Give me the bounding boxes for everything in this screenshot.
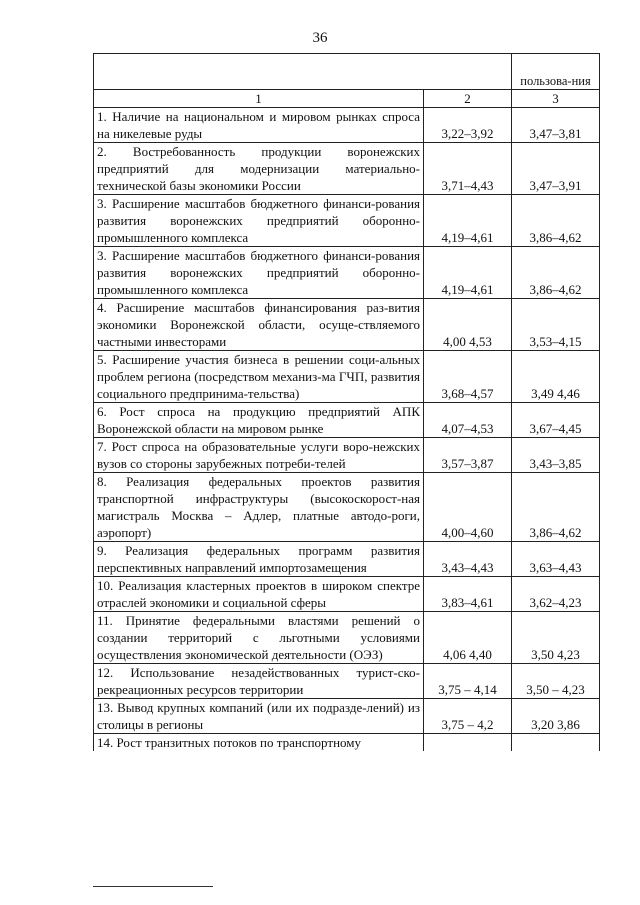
range-col3: 3,43–3,85 bbox=[512, 438, 600, 473]
range-col2: 3,71–4,43 bbox=[424, 143, 512, 195]
factor-description: 9. Реализация федеральных программ развития перспективных направлений импортозамещения bbox=[94, 542, 424, 577]
range-col2: 3,75 – 4,14 bbox=[424, 664, 512, 699]
table-row bbox=[94, 664, 600, 699]
table-row bbox=[94, 195, 600, 247]
range-col2: 4,07–4,53 bbox=[424, 403, 512, 438]
table-row bbox=[94, 299, 600, 351]
table-header-row bbox=[94, 54, 600, 90]
header-col3-title: пользова-ния bbox=[512, 54, 600, 90]
table-row bbox=[94, 542, 600, 577]
page-number: 36 bbox=[312, 30, 328, 46]
range-col3: 3,53–4,15 bbox=[512, 299, 600, 351]
range-col2: 3,83–4,61 bbox=[424, 577, 512, 612]
table-row bbox=[94, 473, 600, 542]
range-col3: 3,86–4,62 bbox=[512, 195, 600, 247]
factor-description: 8. Реализация федеральных проектов развития транспортной инфраструктуры (высокоскорост-ная магистраль Москва – Адлер, платные автодо-роги, аэропорт) bbox=[94, 473, 424, 542]
footnote-divider bbox=[93, 886, 213, 887]
range-col2: 3,75 – 4,2 bbox=[424, 699, 512, 734]
factor-description: 10. Реализация кластерных проектов в широком спектре отраслей экономики и социальной сферы bbox=[94, 577, 424, 612]
range-col2: 4,00–4,60 bbox=[424, 473, 512, 542]
table-row bbox=[94, 108, 600, 143]
range-col3: 3,47–3,91 bbox=[512, 143, 600, 195]
table-row bbox=[94, 351, 600, 403]
factor-description: 4. Расширение масштабов финансирования раз-вития экономики Воронежской области, осуще-ствляемого частными инвесторами bbox=[94, 299, 424, 351]
factor-description: 11. Принятие федеральными властями решений о создании территорий с льготными условиями осуществления экономической деятельности (ОЭЗ) bbox=[94, 612, 424, 664]
factor-description: 7. Рост спроса на образовательные услуги воро-нежских вузов со стороны зарубежных потреби-телей bbox=[94, 438, 424, 473]
range-col2: 4,19–4,61 bbox=[424, 195, 512, 247]
range-col3 bbox=[512, 734, 600, 752]
range-col3: 3,50 – 4,23 bbox=[512, 664, 600, 699]
factor-description: 13. Вывод крупных компаний (или их подразде-лений) из столицы в регионы bbox=[94, 699, 424, 734]
factor-description: 2. Востребованность продукции воронежских предприятий для модернизации материально-технической базы экономики России bbox=[94, 143, 424, 195]
factors-table bbox=[93, 53, 600, 751]
table-row-truncated bbox=[94, 734, 600, 752]
range-col2: 4,00 4,53 bbox=[424, 299, 512, 351]
factor-description: 1. Наличие на национальном и мировом рынках спроса на никелевые руды bbox=[94, 108, 424, 143]
factor-description: 3. Расширение масштабов бюджетного финанси-рования развития воронежских предприятий оборонно-промышленного комплекса bbox=[94, 247, 424, 299]
range-col3: 3,47–3,81 bbox=[512, 108, 600, 143]
range-col3: 3,86–4,62 bbox=[512, 473, 600, 542]
range-col2: 4,06 4,40 bbox=[424, 612, 512, 664]
range-col3: 3,86–4,62 bbox=[512, 247, 600, 299]
range-col3: 3,20 3,86 bbox=[512, 699, 600, 734]
range-col2 bbox=[424, 734, 512, 752]
header-empty-cell bbox=[94, 54, 512, 90]
table-row bbox=[94, 438, 600, 473]
range-col3: 3,62–4,23 bbox=[512, 577, 600, 612]
range-col2: 4,19–4,61 bbox=[424, 247, 512, 299]
column-numbers-row bbox=[94, 90, 600, 108]
range-col2: 3,57–3,87 bbox=[424, 438, 512, 473]
table-row bbox=[94, 403, 600, 438]
range-col3: 3,50 4,23 bbox=[512, 612, 600, 664]
column-number-1: 1 bbox=[94, 90, 424, 108]
factor-description: 3. Расширение масштабов бюджетного финанси-рования развития воронежских предприятий оборонно-промышленного комплекса bbox=[94, 195, 424, 247]
factor-description: 5. Расширение участия бизнеса в решении соци-альных проблем региона (посредством механиз-ма ГЧП, развития социального предпринима-тельства) bbox=[94, 351, 424, 403]
range-col3: 3,49 4,46 bbox=[512, 351, 600, 403]
range-col3: 3,67–4,45 bbox=[512, 403, 600, 438]
column-number-2: 2 bbox=[424, 90, 512, 108]
factor-description: 6. Рост спроса на продукцию предприятий АПК Воронежской области на мировом рынке bbox=[94, 403, 424, 438]
factor-description: 12. Использование незадействованных турист-ско-рекреационных ресурсов территории bbox=[94, 664, 424, 699]
range-col2: 3,22–3,92 bbox=[424, 108, 512, 143]
range-col2: 3,68–4,57 bbox=[424, 351, 512, 403]
factor-description: 14. Рост транзитных потоков по транспортному bbox=[94, 734, 424, 752]
range-col2: 3,43–4,43 bbox=[424, 542, 512, 577]
table-row bbox=[94, 247, 600, 299]
table-row bbox=[94, 577, 600, 612]
table-row bbox=[94, 143, 600, 195]
column-number-3: 3 bbox=[512, 90, 600, 108]
range-col3: 3,63–4,43 bbox=[512, 542, 600, 577]
table-row bbox=[94, 612, 600, 664]
table-row bbox=[94, 699, 600, 734]
